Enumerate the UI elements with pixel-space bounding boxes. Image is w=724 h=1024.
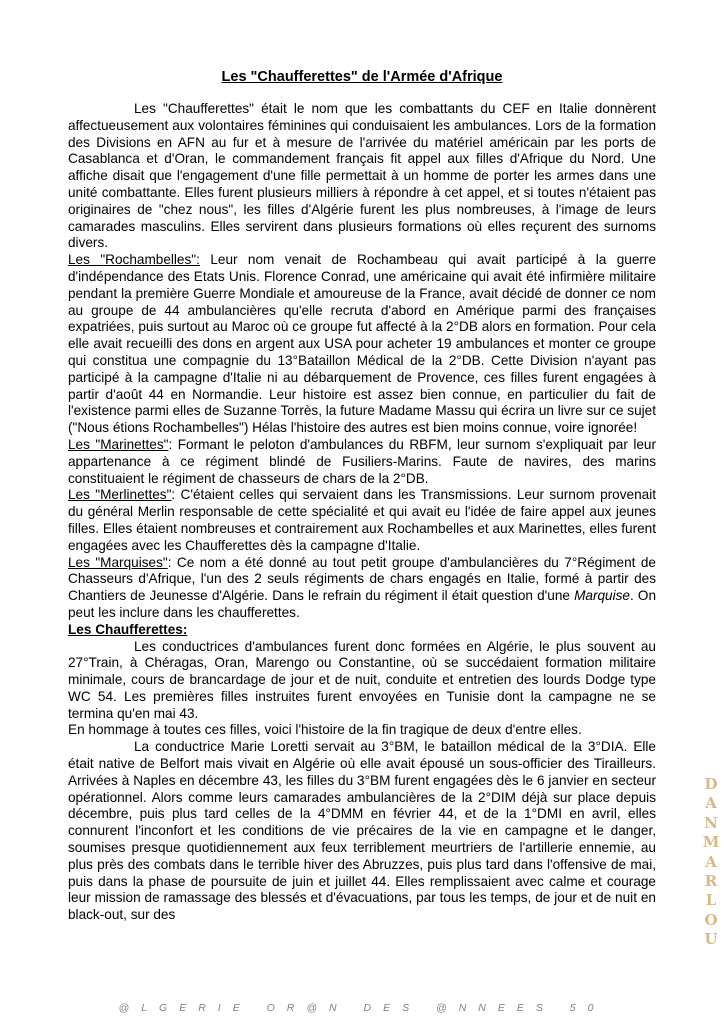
section-paragraph-2: En hommage à toutes ces filles, voici l'histoire de la fin tragique de deux d'entre elles. — [68, 722, 582, 738]
group-paragraph-merlinettes — [68, 487, 656, 554]
watermark-letter: N — [704, 813, 718, 832]
group-text-marinettes: : Formant le peloton d'ambulances du RBFM, leur surnom s'expliquait par leur appartenance à ce régiment blindé de Fusiliers-Marins. Faute de navires, des marins constituaient le régiment de chasseurs de chars de la 2°DB. — [68, 436, 656, 486]
watermark-letter: D — [704, 775, 718, 793]
group-text-rochambelles: Leur nom venait de Rochambeau qui avait participé à la guerre d'indépendance des Etats Unis. Florence Conrad, une américaine qui avait été infirmière militaire pendant la première Guerre Mondiale et amoureuse de la France, avait décidé de donner ce nom au groupe de 44 ambulancières qu'elle recruta d'abord en Amérique parmi des françaises expatriées, puis surtout au Maroc où ce groupe fut affecté à la 2°DB alors en formation. Pour cela elle avait recueilli des dons en argent aux USA pour acheter 19 ambulances et monter ce groupe qui constitua une compagnie du 13°Bataillon Médical de la 2°DB. Cette Division n'ayant pas participé à la campagne d'Italie ni au débarquement de Provence, ces filles furent engagées à partir d'août 44 en Normandie. Leur histoire est assez bien connue, en particulier du fait de l'existence parmi elles de Suzanne Torrès, la future Madame Massu qui écrira un livre sur ce sujet ("Nous étions Rochambelles") Hélas l'histoire des autres est bien moins connue, voire ignorée! — [68, 252, 657, 436]
watermark-letter: A — [705, 794, 717, 813]
page-footer: @LGERIE OR@N DES @NNEES 50 — [118, 1002, 606, 1014]
watermark-letter: L — [705, 891, 717, 910]
group-text-merlinettes: : C'étaient celles qui servaient dans les Transmissions. Leur surnom provenait du général Merlin responsable de cette spécialité et qui avait eu l'idée de faire appel aux jeunes filles. Elles étaient nombreuses et contrairement aux Rochambelles et aux Marinettes, elles furent engagées avec les Chaufferettes dès la campagne d'Italie. — [68, 487, 657, 553]
watermark-letter: R — [704, 872, 718, 891]
watermark-letter: M — [702, 833, 720, 852]
watermark-letter: O — [704, 910, 718, 929]
group-name-merlinettes: Les "Merlinettes" — [68, 487, 172, 503]
document-body — [68, 101, 656, 924]
group-name-marquises: Les "Marquises" — [68, 554, 168, 570]
watermark-letter: A — [705, 852, 717, 871]
watermark-letter: U — [704, 930, 718, 949]
group-name-marinettes: Les "Marinettes" — [68, 436, 169, 452]
group-tail-marquises: . On peut les inclure dans les chaufferettes. — [68, 588, 657, 620]
group-paragraph-marquises — [68, 555, 656, 622]
document-title: Les "Chaufferettes" de l'Armée d'Afrique — [221, 69, 503, 85]
group-text-marquises: : Ce nom a été donné au tout petit groupe d'ambulancières du 7°Régiment de Chasseurs d'Afrique, l'un des 2 seuls régiments de chars engagés en Italie, formé à partir des Chantiers de Jeunesse d'Algérie. Dans le refrain du régiment il était question d'une — [68, 554, 656, 604]
group-paragraph-rochambelles — [68, 252, 656, 437]
group-name-rochambelles: Les "Rochambelles": — [68, 252, 200, 268]
section-heading — [68, 622, 656, 639]
group-paragraph-marinettes — [68, 437, 656, 487]
watermark — [700, 775, 722, 950]
section-title: Les Chaufferettes — [68, 621, 183, 637]
intro-paragraph: Les "Chaufferettes" était le nom que les combattants du CEF en Italie donnèrent affectueusement aux volontaires féminines qui conduisaient les ambulances. Lors de la formation des Divisions en AFN au fur et à mesure de l'arrivée du matériel américain par les ports de Casablanca et d'Oran, le commandement français fit appel aux filles d'Afrique du Nord. Une affiche disait que l'engagement d'une fille permettait à un homme de porter les armes dans une unité combattante. Elles furent plusieurs milliers à répondre à cet appel, et si toutes n'étaient pas originaires de "chez nous", les filles d'Algérie furent les plus nombreuses, à l'image de leurs camarades masculins. Elles servirent dans plusieurs formations où elles reçurent des surnoms divers. — [68, 101, 656, 251]
group-em-marquise: Marquise — [574, 588, 630, 604]
section-paragraph-1: Les conductrices d'ambulances furent donc formées en Algérie, le plus souvent au 27°Train, à Chéragas, Oran, Marengo ou Constantine, où se succédaient formation militaire minimale, cours de brancardage de jour et de nuit, conduite et entretien des lourds Dodge type WC 54. Les premières filles instruites furent envoyées en Tunisie dont la campagne ne se termina qu'en mai 43. — [68, 638, 656, 721]
section-paragraph-3: La conductrice Marie Loretti servait au 3°BM, le bataillon médical de la 3°DIA. Elle était native de Belfort mais vivait en Algérie où elle avait épousé un sous-officier des Tirailleurs. Arrivées à Naples en décembre 43, les filles du 3°BM furent engagées dès le 6 janvier en secteur opérationnel. Alors comme leurs camarades ambulancières de la 2°DIM déjà sur place depuis décembre, puis plus tard celles de la 4°DMM en février 44, et de la 1°DMI en avril, elles connurent l'inconfort et les conditions de vie précaires de la vie en campagne et le danger, soumises presque quotidiennement aux feux terriblement meurtriers de l'artillerie ennemie, au plus près des combats dans le terrible hiver des Abruzzes, puis plus tard dans l'offensive de mai, puis dans la phase de poursuite de juin et juillet 44. Elles remplissaient avec calme et courage leur mission de ramassage des blessés et d'évacuations, par tous les temps, de jour et de nuit en black-out, sur des — [68, 739, 656, 923]
section-colon: : — [182, 621, 188, 637]
